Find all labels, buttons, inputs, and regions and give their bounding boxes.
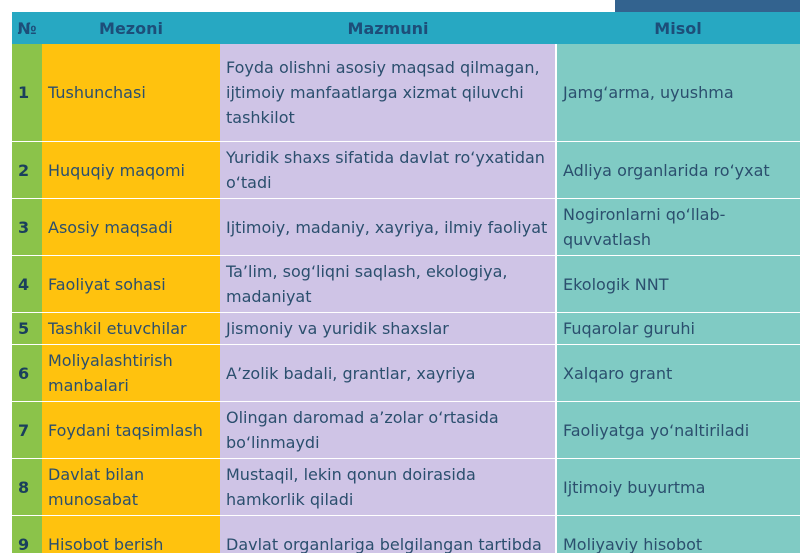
row-number: 2 (12, 142, 42, 199)
criterion-cell: Faoliyat sohasi (42, 256, 220, 313)
table-row (12, 142, 800, 199)
criterion-cell: Tashkil etuvchilar (42, 313, 220, 345)
row-number: 1 (12, 44, 42, 142)
table-row (12, 402, 800, 459)
table-row (12, 199, 800, 256)
content-cell: Jismoniy va yuridik shaxslar (220, 313, 556, 345)
row-number: 3 (12, 199, 42, 256)
header-criterion: Mezoni (42, 12, 220, 44)
example-cell: Xalqaro grant (556, 345, 800, 402)
content-cell: Davlat organlariga belgilangan tartibda (220, 516, 556, 553)
criterion-cell: Asosiy maqsadi (42, 199, 220, 256)
criterion-cell: Huquqiy maqomi (42, 142, 220, 199)
example-cell: Adliya organlarida ro‘yxat (556, 142, 800, 199)
content-cell: Olingan daromad a’zolar o‘rtasida bo‘linmaydi (220, 402, 556, 459)
row-number: 7 (12, 402, 42, 459)
criterion-cell: Moliyalashtirish manbalari (42, 345, 220, 402)
criterion-cell: Hisobot berish (42, 516, 220, 553)
example-cell: Fuqarolar guruhi (556, 313, 800, 345)
example-cell: Moliyaviy hisobot (556, 516, 800, 553)
content-cell: Mustaqil, lekin qonun doirasida hamkorlik qiladi (220, 459, 556, 516)
example-cell: Ekologik NNT (556, 256, 800, 313)
example-cell: Ijtimoiy buyurtma (556, 459, 800, 516)
example-cell: Faoliyatga yo‘naltiriladi (556, 402, 800, 459)
content-cell: Ta’lim, sog‘liqni saqlash, ekologiya, madaniyat (220, 256, 556, 313)
row-number: 9 (12, 516, 42, 553)
content-cell: Yuridik shaxs sifatida davlat ro‘yxatidan o‘tadi (220, 142, 556, 199)
header-content: Mazmuni (220, 12, 556, 44)
criterion-cell: Tushunchasi (42, 44, 220, 142)
table-row (12, 313, 800, 345)
table-row (12, 459, 800, 516)
header-example: Misol (556, 12, 800, 44)
content-cell: A’zolik badali, grantlar, xayriya (220, 345, 556, 402)
table-row (12, 256, 800, 313)
content-cell: Foyda olishni asosiy maqsad qilmagan, ijtimoiy manfaatlarga xizmat qiluvchi tashkilot (220, 44, 556, 142)
corner-band (615, 0, 800, 12)
criterion-cell: Foydani taqsimlash (42, 402, 220, 459)
criterion-cell: Davlat bilan munosabat (42, 459, 220, 516)
table-row (12, 345, 800, 402)
table-row (12, 44, 800, 142)
row-number: 8 (12, 459, 42, 516)
header-number: № (12, 12, 42, 44)
content-cell: Ijtimoiy, madaniy, xayriya, ilmiy faoliyat (220, 199, 556, 256)
row-number: 5 (12, 313, 42, 345)
header-row (12, 12, 800, 44)
row-number: 6 (12, 345, 42, 402)
comparison-table (12, 12, 800, 553)
row-number: 4 (12, 256, 42, 313)
table-row (12, 516, 800, 553)
example-cell: Nogironlarni qo‘llab-quvvatlash (556, 199, 800, 256)
example-cell: Jamg‘arma, uyushma (556, 44, 800, 142)
